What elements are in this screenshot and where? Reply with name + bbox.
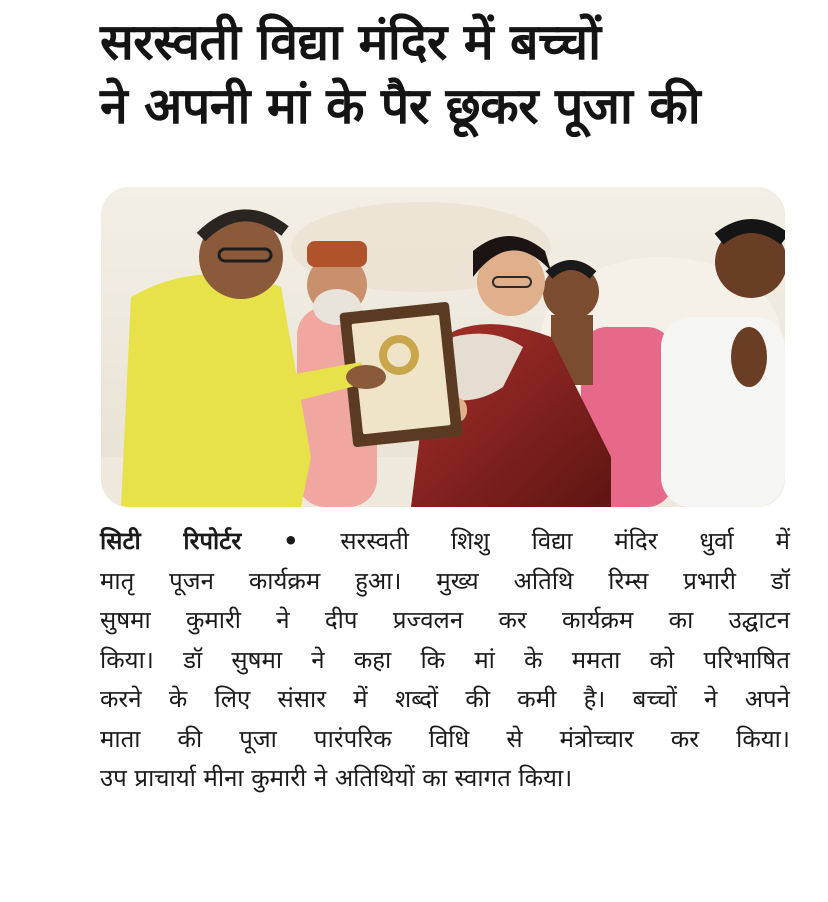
headline-line-2: ने अपनी मां के पैर छूकर पूजा की xyxy=(100,77,701,135)
body-line: करने के लिए संसार में शब्दों की कमी है। बच्चों ने अपने xyxy=(100,685,790,713)
body-line: किया। डॉ सुषमा ने कहा कि मां के ममता को परिभाषित xyxy=(100,645,790,674)
headline xyxy=(100,10,800,138)
article-body xyxy=(100,522,790,799)
body-line: माता की पूजा पारंपरिक विधि से मंत्रोच्चार कर किया। xyxy=(100,724,790,753)
dateline: सिटी रिपोर्टर xyxy=(100,527,242,555)
body-line: मातृ पूजन कार्यक्रम हुआ। मुख्य अतिथि रिम्स प्रभारी डॉ xyxy=(100,566,790,595)
body-line: उप प्राचार्या मीना कुमारी ने अतिथियों का स्वागत किया। xyxy=(100,764,573,792)
bullet-separator: • xyxy=(283,527,299,555)
headline-line-1: सरस्वती विद्या मंदिर में बच्चों xyxy=(100,13,601,71)
body-line: सुषमा कुमारी ने दीप प्रज्वलन कर कार्यक्रम का उद्घाटन xyxy=(100,606,790,634)
body-lead-text: सरस्वती शिशु विद्या मंदिर धुर्वा में xyxy=(340,527,790,555)
news-photo xyxy=(101,187,785,507)
body-line-1 xyxy=(100,522,790,562)
